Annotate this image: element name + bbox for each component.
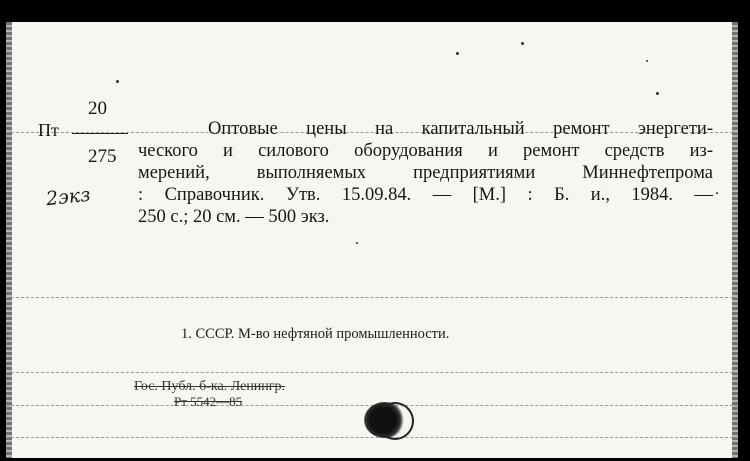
shelfmark-bottom: 275	[88, 146, 117, 167]
entry-line: Оптовые цены на капитальный ремонт энергети-	[208, 119, 713, 139]
handwritten-note: 2экз	[44, 183, 92, 211]
bibliographic-entry	[138, 118, 713, 228]
shelfmark-top: 20	[88, 98, 107, 119]
library-stamp-line: Гос. Публ. б-ка. Ленингр.	[134, 379, 286, 394]
speck	[521, 42, 524, 45]
entry-line: мерений, выполняемых предприятиями Миннефтепрома	[138, 163, 713, 183]
entry-line: ческого и силового оборудования и ремонт средств из-	[138, 141, 713, 161]
shelfmark-class: Пт	[38, 120, 59, 140]
entry-line: : Справочник. Утв. 15.09.84. — [М.] : Б. и., 1984. —	[138, 185, 713, 205]
speck	[456, 52, 459, 55]
card-edge-right	[732, 22, 738, 458]
speck	[356, 242, 358, 244]
library-stamp	[134, 379, 285, 409]
ruled-line	[6, 372, 738, 373]
speck	[646, 60, 648, 62]
catalog-card	[6, 22, 738, 458]
library-stamp-line: Рт 5542—85	[174, 394, 243, 409]
stamp-ring	[376, 402, 414, 440]
speck	[656, 92, 659, 95]
entry-line: 250 с.; 20 см. — 500 экз.	[138, 207, 330, 227]
speck	[116, 80, 119, 83]
subject-heading: 1. СССР. М-во нефтяной промышленности.	[181, 326, 450, 342]
card-edge-left	[6, 22, 12, 458]
ruled-line	[6, 297, 738, 298]
shelfmark-fraction-line	[72, 133, 128, 134]
ruled-line	[6, 437, 738, 438]
speck	[716, 192, 718, 194]
